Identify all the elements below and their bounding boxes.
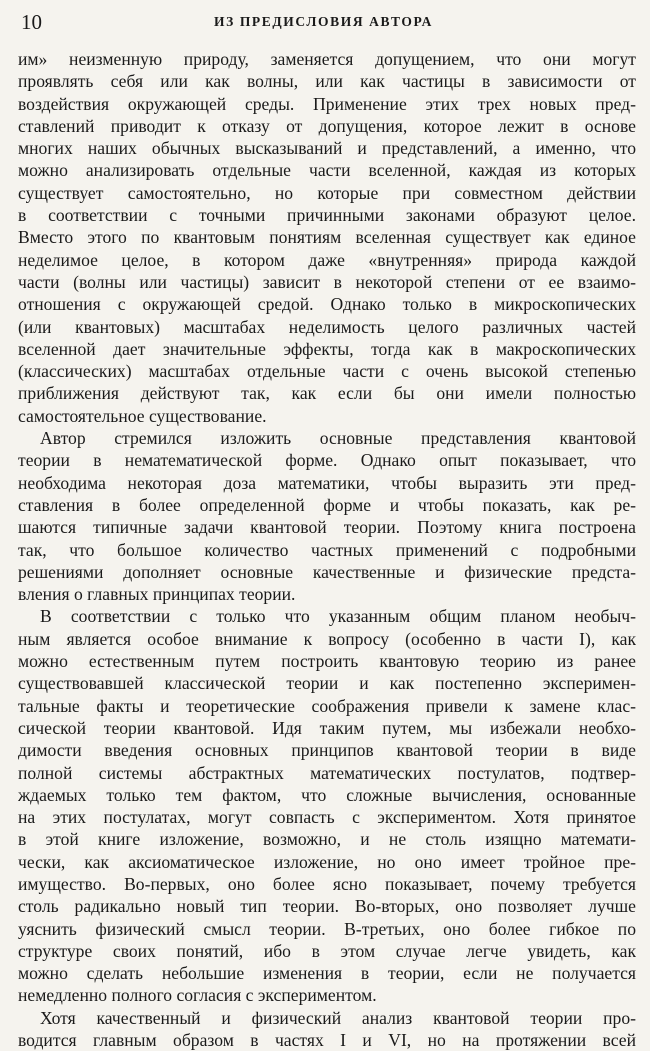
text-line: отношения с окружающей средой. Однако только в микроскопических [18,294,636,315]
text-line: Автор стремился изложить основные представления квантовой [40,428,636,449]
text-line: Вместо этого по квантовым понятиям вселенная существует как единое [18,227,636,248]
text-line: им» неизменную природу, заменяется допущением, что они могут [18,49,636,69]
text-line: водится главным образом в частях I и VI, но на протяжении всей [18,1030,636,1051]
text-line: в соответствии с точными причинными законами образуют целое. [18,205,636,226]
text-line: существует самостоятельно, но которые при совместном действии [18,182,636,203]
text-line: можно сделать небольшие изменения в теории, если не получается [18,963,636,984]
text-line: В соответствии с только что указанным общим планом необыч- [40,606,636,627]
text-line: части (волны или частицы) зависит в некоторой степени от ее взаимо- [18,271,636,292]
running-title: ИЗ ПРЕДИСЛОВИЯ АВТОРА [214,14,433,29]
text-line: ждаемых только тем фактом, что сложные вычисления, основанные [18,784,636,805]
text-line: можно естественным путем построить квантовую теорию из ранее [18,651,636,672]
text-line: ставлений приводит к отказу от допущения, которое лежит в основе [18,115,636,136]
text-line: решениями дополняет основные качественные и физические предста- [18,561,636,582]
text-line: проявлять себя или как волны, или как частицы в зависимости от [18,71,636,92]
text-line: (или квантовых) масштабах неделимость целого различных частей [18,316,636,337]
text-line: имущество. Во-первых, оно более ясно показывает, почему требуется [18,873,636,894]
text-line: столь радикально новый тип теории. Во-вторых, оно позволяет лучше [18,896,636,917]
text-line: так, что большое количество частных применений с подробными [18,539,636,560]
text-line: шаются типичные задачи квантовой теории. Поэтому книга построена [18,517,636,538]
body-text [18,48,636,1051]
text-line: немедленно полного согласия с экспериментом. [18,985,377,1006]
text-line: воздействия окружающей среды. Применение этих трех новых пред- [18,93,636,114]
text-line: приближения действуют так, как если бы они имели полностью [18,383,636,404]
text-line: неделимое целое, в котором даже «внутренняя» природа каждой [18,249,636,270]
text-line: вления о главных принципах теории. [18,584,296,605]
text-line: теории в нематематической форме. Однако опыт показывает, что [18,450,636,471]
text-line: чески, как аксиоматическое изложение, но оно имеет тройное пре- [18,851,636,872]
text-line: (классических) масштабах отдельные части с очень высокой степенью [18,361,636,382]
text-line: необходима некоторая доза математики, чтобы выразить эти пред- [18,472,636,493]
page-header [21,8,626,36]
text-line: сической теории квантовой. Идя таким путем, мы избежали необхо- [18,717,636,738]
text-line: уяснить физический смысл теории. В-третьих, оно более гибкое по [18,918,636,939]
text-line: в этой книге изложение, возможно, и не столь изящно математи- [18,829,636,850]
text-line: можно анализировать отдельные части вселенной, каждая из которых [18,160,636,181]
text-line: полной системы абстрактных математических постулатов, подтвер- [18,762,636,783]
text-line: многих наших обычных высказываний и представлений, а именно, что [18,138,636,159]
text-line: Хотя качественный и физический анализ квантовой теории про- [40,1007,636,1028]
text-line: димости введения основных принципов квантовой теории в виде [18,740,636,761]
text-line: на этих постулатах, могут совпасть с экспериментом. Хотя принятое [18,807,636,828]
text-line: структуре своих понятий, ибо в этом случае легче увидеть, как [18,940,636,961]
text-line: ным является особое внимание к вопросу (особенно в части I), как [18,628,636,649]
text-line: тальные факты и теоретические соображения привели к замене клас- [18,695,636,716]
page-number: 10 [21,10,42,34]
text-line: вселенной дает значительные эффекты, тогда как в макроскопических [18,338,636,359]
text-line: существовавшей классической теории и как постепенно эксперимен- [18,673,636,694]
text-line: самостоятельное существование. [18,405,267,426]
text-line: ставления в более определенной форме и чтобы показать, как ре- [18,494,636,515]
